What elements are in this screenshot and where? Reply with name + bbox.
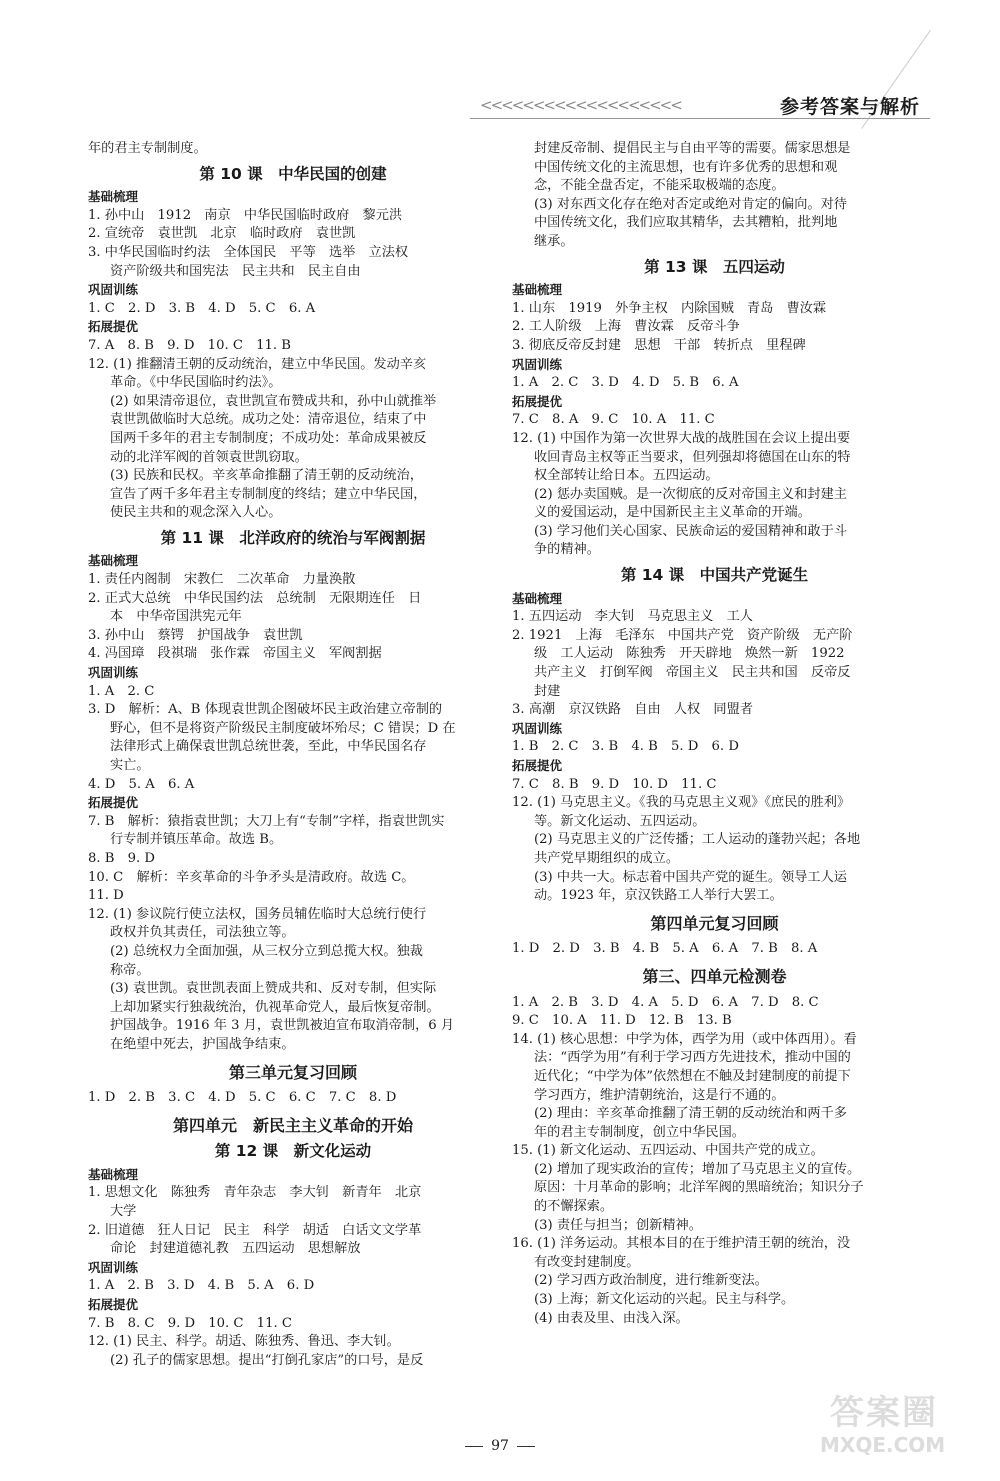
- answer-item: 1. D 2. D 3. B 4. B 5. A 6. A 7. B 8. A: [512, 941, 818, 957]
- left-column: [88, 140, 498, 1370]
- lesson-title: 第 13 课 五四运动: [644, 257, 785, 276]
- lesson-title: 第 11 课 北洋政府的统治与军阀割据: [160, 528, 426, 547]
- answer-continuation: 使民主共和的观念深入人心。: [110, 505, 282, 521]
- answer-item: 11. D: [88, 888, 124, 904]
- answer-continuation: (2) 如果清帝退位，袁世凯宣布赞成共和，孙中山就推举: [110, 393, 437, 409]
- answer-continuation: 国两千多年的君主专制制度；不成功处：革命成果被反: [110, 430, 427, 446]
- answer-continuation: 的不懈探索。: [534, 1199, 614, 1215]
- answer-continuation: 权全部转让给日本。五四运动。: [534, 468, 719, 484]
- answer-continuation: 宣告了两千多年君主专制制度的终结；建立中华民国，: [110, 486, 427, 502]
- answer-continuation: 收回青岛主权等正当要求，但列强却将德国在山东的特: [534, 449, 851, 465]
- answer-item: 4. D 5. A 6. A: [88, 776, 195, 792]
- answer-continuation: 共产党早期组织的成立。: [534, 850, 680, 866]
- answer-continuation: 争的精神。: [534, 542, 600, 558]
- answer-item: 1. 五四运动 李大钊 马克思主义 工人: [512, 609, 753, 625]
- answer-item: 3. 中华民国临时约法 全体国民 平等 选举 立法权: [88, 244, 409, 260]
- answer-item: 2. 工人阶级 上海 曹汝霖 反帝斗争: [512, 319, 740, 335]
- answer-continuation: 级 工人运动 陈独秀 开天辟地 焕然一新 1922: [534, 646, 845, 662]
- answer-continuation: 命论 封建道德礼教 五四运动 思想解放: [110, 1241, 361, 1257]
- answer-continuation: 野心，但不是将资产阶级民主制度破坏殆尽；C 错误；D 在: [110, 720, 456, 736]
- answer-item: 1. D 2. B 3. C 4. D 5. C 6. C 7. C 8. D: [88, 1090, 397, 1106]
- header-rule: [470, 118, 930, 119]
- answer-continuation: 共产主义 打倒军阀 帝国主义 民主共和国 反帝反: [534, 665, 851, 681]
- page-number-dash-left: [465, 1446, 483, 1447]
- answer-continuation: 封建反帝制、提倡民主与自由平等的需要。儒家思想是: [534, 141, 851, 156]
- answer-continuation: (3) 对东西文化存在绝对否定或绝对肯定的偏向。对待: [534, 196, 847, 212]
- answer-item: 3. 彻底反帝反封建 思想 干部 转折点 里程碑: [512, 337, 806, 353]
- answer-item: 1. A 2. B 3. D 4. A 5. D 6. A 7. D 8. C: [512, 994, 819, 1010]
- answer-item: 7. B 解析：猿指袁世凯；大刀上有“专制”字样，指袁世凯实: [88, 813, 445, 829]
- answer-item: 8. B 9. D: [88, 850, 155, 866]
- answer-item: 12. (1) 民主、科学。胡适、陈独秀、鲁迅、李大钊。: [88, 1334, 400, 1350]
- answer-continuation: 上却加紧实行独裁统治，仇视革命党人，最后恢复帝制。: [110, 999, 440, 1015]
- answer-item: 1. 山东 1919 外争主权 内除国贼 青岛 曹汝霖: [512, 300, 827, 316]
- answer-item: 7. A 8. B 9. D 10. C 11. B: [88, 337, 291, 353]
- lesson-title: 第 12 课 新文化运动: [214, 1142, 372, 1161]
- answer-continuation: (2) 增加了现实政治的宣传；增加了马克思主义的宣传。: [534, 1161, 861, 1177]
- answer-item: 1. 责任内阁制 宋教仁 二次革命 力量涣散: [88, 572, 356, 588]
- answer-item: 10. C 解析：辛亥革命的斗争矛头是清政府。故选 C。: [88, 869, 415, 885]
- answer-continuation: 称帝。: [110, 962, 150, 978]
- section-heading: 巩固训练: [88, 1259, 139, 1275]
- answer-continuation: 动。1923 年，京汉铁路工人举行大罢工。: [534, 888, 783, 904]
- answer-item: 9. C 10. A 11. D 12. B 13. B: [512, 1013, 732, 1029]
- answer-item: 12. (1) 中国作为第一次世界大战的战胜国在会议上提出要: [512, 430, 851, 446]
- answer-item: 1. A 2. B 3. D 4. B 5. A 6. D: [88, 1278, 315, 1294]
- answer-item: 2. 1921 上海 毛泽东 中国共产党 资产阶级 无产阶: [512, 627, 853, 643]
- answer-continuation: 继承。: [534, 233, 574, 249]
- answer-item: 15. (1) 新文化运动、五四运动、中国共产党的成立。: [512, 1143, 824, 1159]
- lesson-title: 第 14 课 中国共产党诞生: [620, 566, 809, 585]
- answer-continuation: 大学: [110, 1204, 137, 1220]
- answer-continuation: 革命。《中华民国临时约法》。: [110, 375, 282, 391]
- answer-item: 7. B 8. C 9. D 10. C 11. C: [88, 1315, 292, 1331]
- section-heading: 拓展提优: [88, 795, 139, 811]
- unit-title: 第四单元 新民主主义革命的开始: [172, 1115, 413, 1135]
- answer-item: 1. B 2. C 3. B 4. B 5. D 6. D: [512, 739, 739, 755]
- answer-continuation: (2) 理由：辛亥革命推翻了清王朝的反动统治和两千多: [534, 1106, 847, 1122]
- answer-continuation: 本 中华帝国洪宪元年: [110, 609, 242, 625]
- answer-continuation: 在绝望中死去，护国战争结束。: [110, 1036, 295, 1052]
- answer-continuation: 行专制并镇压革命。故选 B。: [110, 832, 283, 848]
- answer-item: 1. 思想文化 陈独秀 青年杂志 李大钊 新青年 北京: [88, 1185, 422, 1201]
- answer-continuation: 法律形式上确保袁世凯总统世袭，至此，中华民国名存: [110, 739, 427, 755]
- chevron-decoration-icon: <<<<<<<<<<<<<<<<<<<: [480, 96, 681, 114]
- answer-continuation: 近代化；“中学为体”依然想在不触及封建制度的前提下: [534, 1068, 851, 1084]
- section-heading: 拓展提优: [88, 1297, 139, 1313]
- answer-continuation: 原因：十月革命的影响；北洋军阀的黑暗统治；知识分子: [534, 1180, 864, 1196]
- answer-item: 2. 宣统帝 袁世凯 北京 临时政府 袁世凯: [88, 226, 356, 242]
- answer-continuation: (3) 上海；新文化运动的兴起。民主与科学。: [534, 1292, 795, 1308]
- answer-item: 1. A 2. C: [88, 683, 155, 699]
- section-heading: 拓展提优: [512, 758, 563, 773]
- answer-item: 1. C 2. D 3. B 4. D 5. C 6. A: [88, 300, 316, 316]
- text-line: 年的君主专制制度。: [88, 141, 207, 156]
- answer-continuation: 有改变封建制度。: [534, 1254, 640, 1270]
- answer-item: 4. 冯国璋 段祺瑞 张作霖 帝国主义 军阀割据: [88, 646, 382, 662]
- answer-continuation: 政权并负其责任，司法独立等。: [110, 925, 295, 941]
- unit-title: 第四单元复习回顾: [650, 913, 779, 933]
- answer-continuation: 等。新文化运动、五四运动。: [534, 813, 706, 829]
- answer-item: 14. (1) 核心思想：中学为体，西学为用（或中体西用）。看: [512, 1031, 857, 1047]
- answer-continuation: 中国传统文化的主流思想，也有许多优秀的思想和观: [534, 159, 838, 175]
- answer-continuation: (3) 民族和民权。辛亥革命推翻了清王朝的反动统治，: [110, 468, 423, 484]
- section-heading: 拓展提优: [88, 319, 139, 335]
- section-heading: 巩固训练: [88, 665, 139, 681]
- unit-title: 第三单元复习回顾: [228, 1062, 357, 1082]
- answer-continuation: (3) 学习他们关心国家、民族命运的爱国精神和敢于斗: [534, 523, 847, 539]
- section-heading: 巩固训练: [512, 720, 563, 736]
- answer-item: 1. A 2. C 3. D 4. D 5. B 6. A: [512, 375, 739, 391]
- answer-continuation: 法：“西学为用”有利于学习西方先进技术，推动中国的: [534, 1050, 851, 1066]
- answer-item: 2. 旧道德 狂人日记 民主 科学 胡适 白话文文学革: [88, 1222, 422, 1238]
- watermark: [815, 1385, 965, 1465]
- section-heading: 基础梳理: [512, 282, 563, 298]
- section-heading: 基础梳理: [88, 553, 139, 569]
- answer-item: 2. 正式大总统 中华民国约法 总统制 无限期连任 日: [88, 590, 422, 606]
- unit-title: 第三、四单元检测卷: [642, 966, 787, 986]
- answer-item: 3. 高潮 京汉铁路 自由 人权 同盟者: [512, 702, 753, 718]
- answer-item: 7. C 8. B 9. D 10. D 11. C: [512, 776, 717, 792]
- answer-continuation: (2) 学习西方政治制度，进行维新变法。: [534, 1273, 768, 1289]
- lesson-title: 第 10 课 中华民国的创建: [199, 164, 387, 183]
- answer-continuation: (2) 孔子的儒家思想。提出“打倒孔家店”的口号，是反: [110, 1352, 424, 1368]
- answer-continuation: 资产阶级共和国宪法 民主共和 民主自由: [110, 263, 361, 279]
- section-heading: 拓展提优: [512, 393, 563, 409]
- page-number-text: 97: [491, 1438, 509, 1454]
- answer-item: 3. D 解析：A、B 体现袁世凯企图破坏民主政治建立帝制的: [88, 702, 443, 718]
- section-heading: 基础梳理: [512, 590, 563, 606]
- answer-continuation: 护国战争。1916 年 3 月，袁世凯被迫宣布取消帝制，6 月: [110, 1018, 455, 1034]
- section-heading: 基础梳理: [88, 189, 139, 205]
- answer-item: 12. (1) 推翻清王朝的反动统治，建立中华民国。发动辛亥: [88, 356, 427, 372]
- answer-continuation: 义的爱国运动，是中国新民主主义革命的开端。: [534, 505, 811, 521]
- answer-continuation: 年的君主专制制度，创立中华民国。: [534, 1124, 745, 1140]
- answer-continuation: (3) 袁世凯。袁世凯表面上赞成共和、反对专制，但实际: [110, 981, 437, 997]
- section-heading: 基础梳理: [88, 1166, 139, 1182]
- watermark-url: MXQE.COM: [820, 1433, 946, 1457]
- answer-item: 16. (1) 洋务运动。其根本目的在于维护清王朝的统治，没: [512, 1236, 851, 1252]
- answer-continuation: (3) 中共一大。标志着中国共产党的诞生。领导工人运: [534, 869, 847, 885]
- answer-continuation: 学习西方，维护清朝统治，这是行不通的。: [534, 1087, 785, 1103]
- answer-continuation: 袁世凯做临时大总统。成功之处：清帝退位，结束了中: [110, 412, 427, 428]
- page-number-dash-right: [517, 1446, 535, 1447]
- answer-continuation: 封建: [534, 683, 561, 699]
- answer-continuation: (4) 由表及里、由浅入深。: [534, 1310, 689, 1326]
- answer-item: 7. C 8. A 9. C 10. A 11. C: [512, 412, 715, 428]
- right-column: [512, 140, 917, 1328]
- answer-continuation: (3) 责任与担当；创新精神。: [534, 1217, 702, 1233]
- answer-item: 3. 孙中山 蔡锷 护国战争 袁世凯: [88, 627, 303, 643]
- answer-continuation: 中国传统文化，我们应取其精华，去其糟粕，批判地: [534, 215, 838, 231]
- answer-continuation: (2) 总统权力全面加强，从三权分立到总揽大权。独裁: [110, 943, 423, 959]
- answer-continuation: (2) 马克思主义的广泛传播；工人运动的蓬勃兴起；各地: [534, 832, 861, 848]
- header-title: 参考答案与解析: [779, 96, 920, 118]
- answer-item: 12. (1) 参议院行使立法权，国务员辅佐临时大总统行使行: [88, 906, 427, 922]
- section-heading: 巩固训练: [512, 356, 563, 372]
- section-heading: 巩固训练: [88, 282, 139, 298]
- answer-continuation: 动的北洋军阀的首领袁世凯窃取。: [110, 449, 308, 465]
- watermark-logo: 答案圈: [830, 1393, 938, 1433]
- answer-item: 1. 孙中山 1912 南京 中华民国临时政府 黎元洪: [88, 207, 403, 223]
- answer-continuation: 念，不能全盘否定，不能采取极端的态度。: [534, 178, 785, 194]
- answer-continuation: 实亡。: [110, 758, 150, 773]
- page-header: [470, 92, 940, 122]
- answer-item: 12. (1) 马克思主义。《我的马克思主义观》《庶民的胜利》: [512, 795, 851, 811]
- answer-continuation: (2) 惩办卖国贼。是一次彻底的反对帝国主义和封建主: [534, 486, 847, 502]
